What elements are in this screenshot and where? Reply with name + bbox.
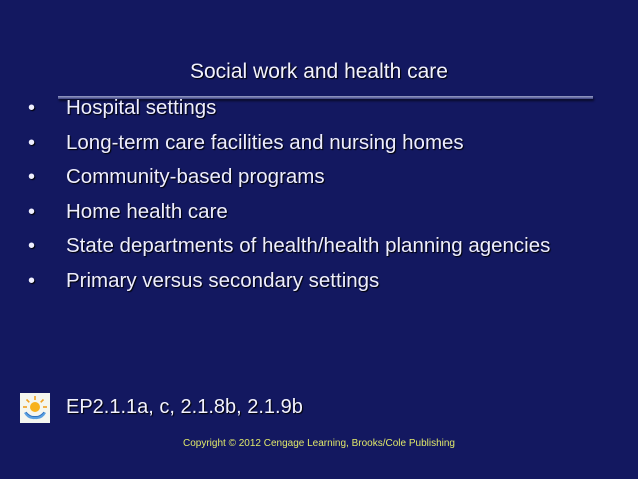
bullet-list <box>28 91 550 298</box>
list-item <box>28 91 550 126</box>
bullet-text: Hospital settings <box>66 96 217 119</box>
bullet-icon: • <box>28 97 36 119</box>
list-item <box>28 229 550 264</box>
bullet-icon: • <box>28 235 36 257</box>
copyright-notice: Copyright © 2012 Cengage Learning, Brooks/Cole Publishing <box>183 438 455 449</box>
bullet-text: Primary versus secondary settings <box>66 268 380 292</box>
standards-code: EP2.1.1a, c, 2.1.8b, 2.1.9b <box>66 396 303 418</box>
slide-title: Social work and health care <box>190 60 448 83</box>
list-item <box>28 264 550 299</box>
sun-hands-icon <box>20 393 50 423</box>
bullet-text: Long-term care facilities and nursing homes <box>66 130 464 154</box>
bullet-text: Home health care <box>66 199 228 223</box>
bullet-icon: • <box>28 200 36 223</box>
bullet-icon: • <box>28 166 36 188</box>
bullet-icon: • <box>28 269 36 292</box>
list-item <box>28 126 550 161</box>
bullet-text: Community-based programs <box>66 165 325 188</box>
list-item <box>28 160 550 195</box>
bullet-icon: • <box>28 131 36 154</box>
list-item <box>28 195 550 230</box>
bullet-text: State departments of health/health planning agencies <box>66 234 551 257</box>
